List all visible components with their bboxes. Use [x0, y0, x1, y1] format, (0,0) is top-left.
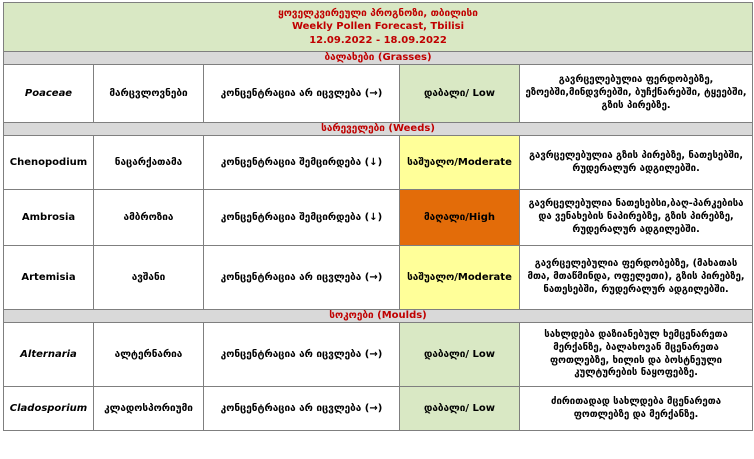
level-cell: მაღალი/High — [400, 190, 520, 246]
latin-name: Artemisia — [4, 246, 94, 310]
trend-cell: კონცენტრაცია არ იცვლება (→) — [204, 65, 400, 123]
description-cell: ძირითადად სახლდება მცენარეთა ფოთლებზე და მერქანზე. — [520, 387, 753, 431]
description-cell: გავრცელებულია ფერდობებზე, (მახათას მთა, მთაწმინდა, ოფელეთი), გზის პირებზე, ნათესებში, რუდერალურ ადგილებში. — [520, 246, 753, 310]
trend-cell: კონცენტრაცია არ იცვლება (→) — [204, 387, 400, 431]
forecast-title — [4, 3, 753, 52]
level-cell: დაბალი/ Low — [400, 387, 520, 431]
section-label: სოკოები (Moulds) — [4, 310, 753, 323]
level-cell: საშუალო/Moderate — [400, 246, 520, 310]
local-name: მარცვლოვნები — [94, 65, 204, 123]
title-georgian: ყოველკვირეული პროგნოზი, თბილისი — [278, 7, 478, 19]
title-english: Weekly Pollen Forecast, Tbilisi — [291, 21, 465, 33]
level-cell: დაბალი/ Low — [400, 65, 520, 123]
title-dates: 12.09.2022 - 18.09.2022 — [309, 34, 447, 46]
forecast-table — [3, 2, 753, 431]
latin-name: Cladosporium — [4, 387, 94, 431]
latin-name: Poaceae — [4, 65, 94, 123]
local-name: ამბროზია — [94, 190, 204, 246]
level-cell: საშუალო/Moderate — [400, 136, 520, 190]
table-row — [4, 246, 753, 310]
description-cell: გავრცელებულია ფერდობებზე, ეზოებში,მინდვრებში, ბუჩქნარებში, ტყეებში, გზის პირებზე. — [520, 65, 753, 123]
table-row — [4, 323, 753, 387]
section-header-grasses — [4, 52, 753, 65]
pollen-forecast — [3, 2, 752, 431]
trend-cell: კონცენტრაცია არ იცვლება (→) — [204, 323, 400, 387]
latin-name: Chenopodium — [4, 136, 94, 190]
trend-cell: კონცენტრაცია შემცირდება (↓) — [204, 136, 400, 190]
title-row — [4, 3, 753, 52]
trend-cell: კონცენტრაცია შემცირდება (↓) — [204, 190, 400, 246]
table-row — [4, 190, 753, 246]
local-name: ნაცარქათამა — [94, 136, 204, 190]
level-cell: დაბალი/ Low — [400, 323, 520, 387]
section-header-moulds — [4, 310, 753, 323]
description-cell: სახლდება დაზიანებულ ხემცენარეთა მერქანზე, ბალახოვან მცენარეთა ფოთლებზე, ხილის და ბოსტნეული კულტურების ნაყოფებზე. — [520, 323, 753, 387]
section-label: ბალახები (Grasses) — [4, 52, 753, 65]
local-name: ალტერნარია — [94, 323, 204, 387]
description-cell: გავრცელებულია ნათესებსი,ბაღ-პარკებისა და ვენახების ნაპირებზე, გზის პირებზე, რუდერალურ ადგილებში. — [520, 190, 753, 246]
table-row — [4, 387, 753, 431]
section-header-weeds — [4, 123, 753, 136]
local-name: კლადოსპორიუმი — [94, 387, 204, 431]
section-label: სარეველები (Weeds) — [4, 123, 753, 136]
description-cell: გავრცელებულია გზის პირებზე, ნათესებში, რუდერალურ ადგილებში. — [520, 136, 753, 190]
latin-name: Alternaria — [4, 323, 94, 387]
trend-cell: კონცენტრაცია არ იცვლება (→) — [204, 246, 400, 310]
latin-name: Ambrosia — [4, 190, 94, 246]
local-name: ავშანი — [94, 246, 204, 310]
table-row — [4, 136, 753, 190]
table-row — [4, 65, 753, 123]
